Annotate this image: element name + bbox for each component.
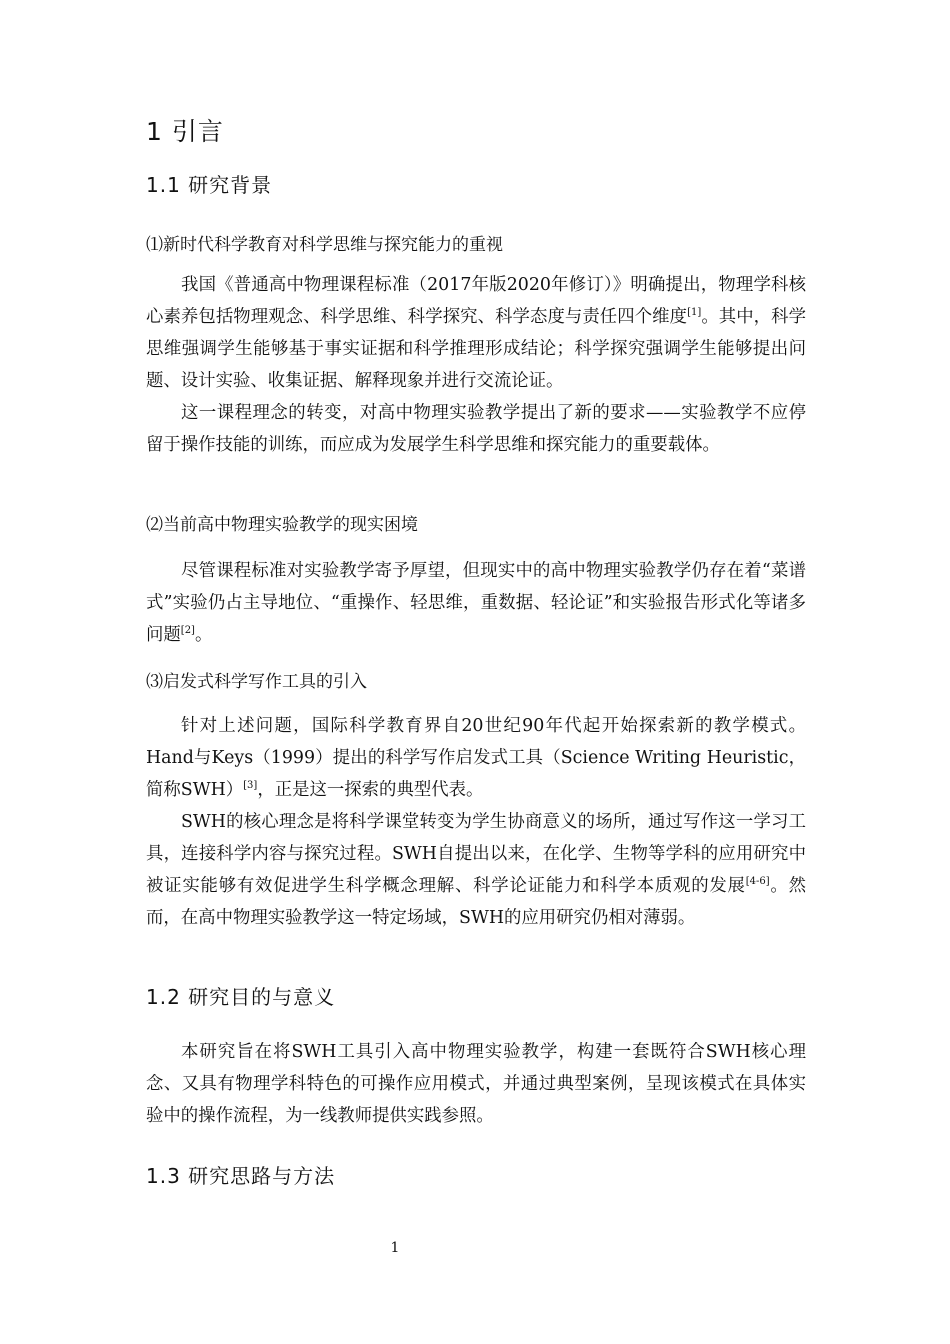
section-heading-background: 1.1 研究背景 xyxy=(146,173,273,197)
subsection-heading-1: ⑴新时代科学教育对科学思维与探究能力的重视 xyxy=(146,235,503,255)
citation-3: [3] xyxy=(243,780,258,791)
paragraph-5-text-b: 。然而，在高中物理实验教学这一特定场域，SWH的应用研究仍相对薄弱。 xyxy=(146,876,806,928)
page-number: 1 xyxy=(390,1240,400,1256)
paragraph-3-text-b: 。 xyxy=(194,625,213,645)
paragraph-2 xyxy=(146,397,806,461)
paragraph-1 xyxy=(146,269,806,397)
paragraph-1-text-a: 我国《普通高中物理课程标准（2017年版2020年修订）》明确提出，物理学科核心素养包括物理观念、科学思维、科学探究、科学态度与责任四个维度 xyxy=(146,275,806,327)
paragraph-6-text: 本研究旨在将SWH工具引入高中物理实验教学，构建一套既符合SWH核心理念、又具有物理学科特色的可操作应用模式，并通过典型案例，呈现该模式在具体实验中的操作流程，为一线教师提供实践参照。 xyxy=(146,1042,806,1126)
paragraph-4-text-a: 针对上述问题，国际科学教育界自20世纪90年代起开始探索新的教学模式。Hand与Keys（1999）提出的科学写作启发式工具（Science Writing Heuristic，简称SWH） xyxy=(146,716,806,800)
paragraph-6 xyxy=(146,1036,806,1132)
subsection-heading-3: ⑶启发式科学写作工具的引入 xyxy=(146,672,367,692)
paragraph-5-text-a: SWH的核心理念是将科学课堂转变为学生协商意义的场所，通过写作这一学习工具，连接科学内容与探究过程。SWH自提出以来，在化学、生物等学科的应用研究中被证实能够有效促进学生科学概念理解、科学论证能力和科学本质观的发展 xyxy=(146,812,806,896)
chapter-heading: 1 引言 xyxy=(146,117,224,146)
citation-1: [1] xyxy=(687,307,702,318)
citation-2: [2] xyxy=(180,625,195,636)
paragraph-3-text-a: 尽管课程标准对实验教学寄予厚望，但现实中的高中物理实验教学仍存在着“菜谱式”实验仍占主导地位、“重操作、轻思维，重数据、轻论证”和实验报告形式化等诸多问题 xyxy=(146,561,806,645)
paragraph-4-text-b: ，正是这一探索的典型代表。 xyxy=(257,780,484,800)
paragraph-3 xyxy=(146,555,806,651)
section-heading-method: 1.3 研究思路与方法 xyxy=(146,1164,336,1188)
paragraph-5 xyxy=(146,806,806,934)
subsection-heading-2: ⑵当前高中物理实验教学的现实困境 xyxy=(146,515,418,535)
section-heading-purpose: 1.2 研究目的与意义 xyxy=(146,985,336,1009)
paragraph-2-text: 这一课程理念的转变，对高中物理实验教学提出了新的要求——实验教学不应停留于操作技能的训练，而应成为发展学生科学思维和探究能力的重要载体。 xyxy=(146,403,806,455)
paragraph-4 xyxy=(146,710,806,806)
citation-4-6: [4-6] xyxy=(745,876,770,887)
paragraph-1-text-b: 。其中，科学思维强调学生能够基于事实证据和科学推理形成结论；科学探究强调学生能够提出问题、设计实验、收集证据、解释现象并进行交流论证。 xyxy=(146,307,806,391)
